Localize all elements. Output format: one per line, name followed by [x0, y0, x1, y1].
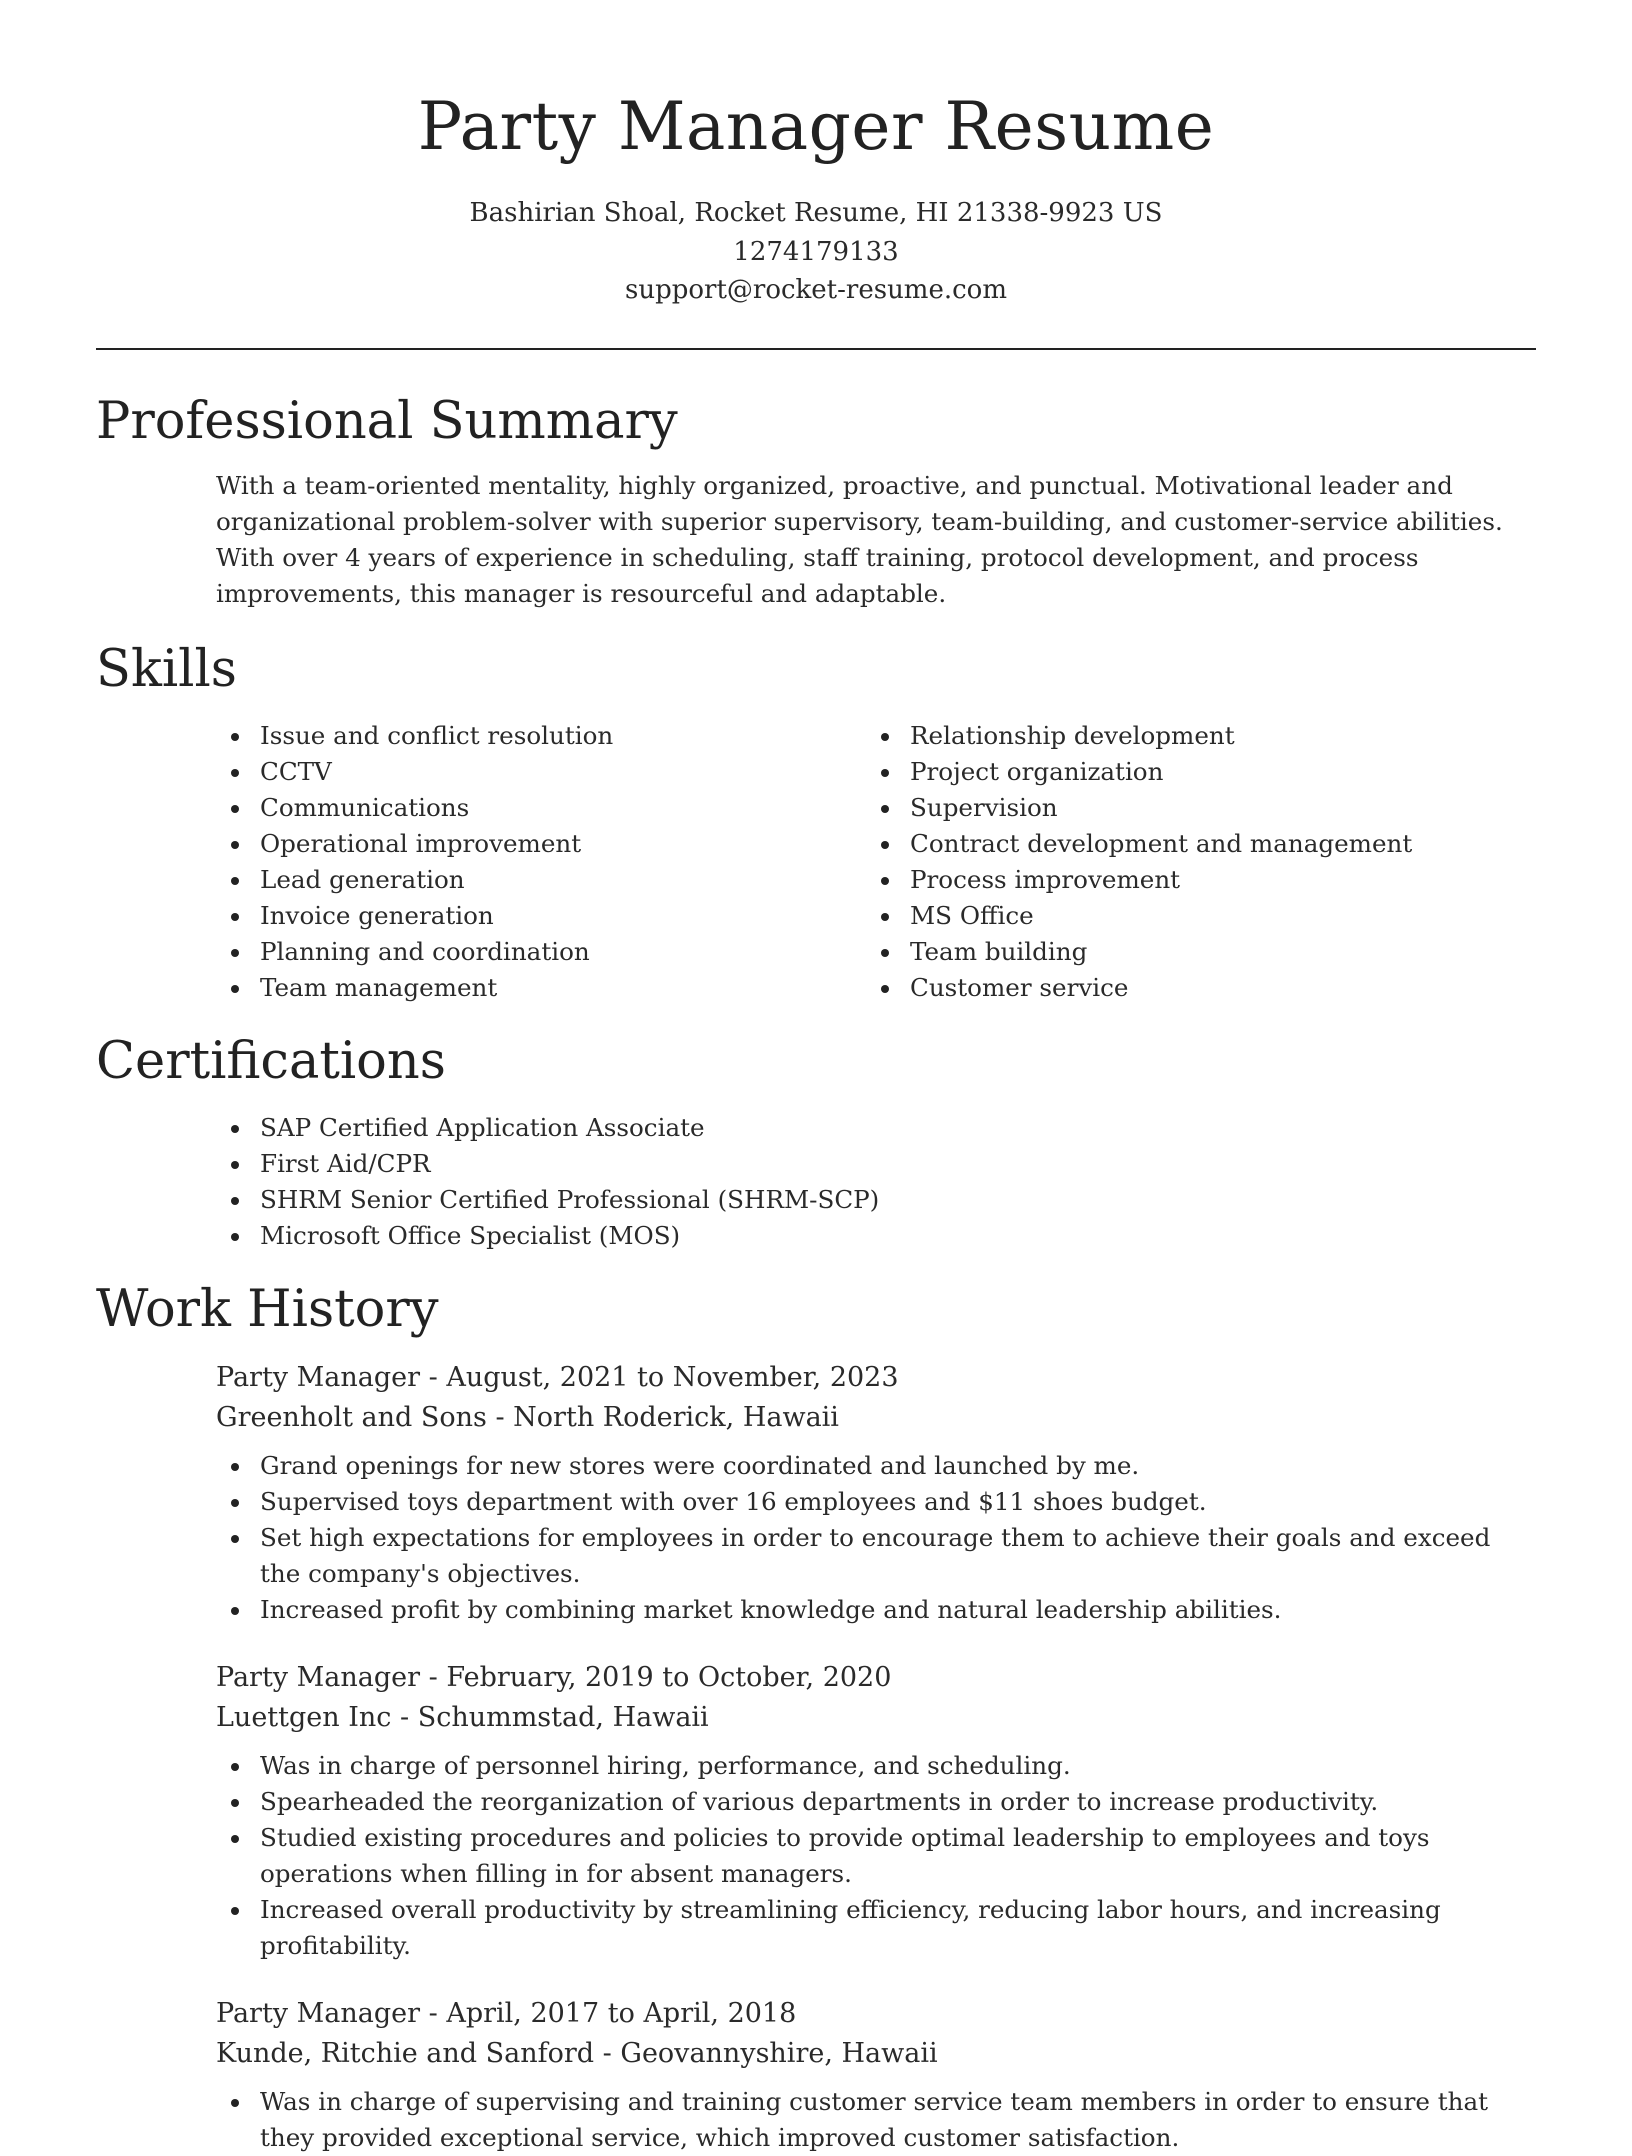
skill-item: Contract development and management [866, 826, 1516, 862]
certification-item: SAP Certified Application Associate [216, 1110, 1536, 1146]
skill-item: Planning and coordination [216, 934, 866, 970]
certifications-list [216, 1110, 1536, 1254]
skill-item: MS Office [866, 898, 1516, 934]
email: support@rocket-resume.com [624, 275, 1007, 305]
job-company-line [216, 2034, 1536, 2074]
company-name: Kunde, Ritchie and Sanford [216, 2037, 595, 2069]
skill-item: Process improvement [866, 862, 1516, 898]
skills-section [96, 636, 1536, 1006]
company-location: - Geovannyshire, Hawaii [594, 2037, 938, 2069]
skills-columns [216, 718, 1536, 1006]
skill-item: Team management [216, 970, 866, 1006]
section-title-skills: Skills [96, 639, 237, 699]
job-bullet: Spearheaded the reorganization of various departments in order to increase productivity. [216, 1784, 1536, 1820]
job-bullet: Was in charge of personnel hiring, performance, and scheduling. [216, 1748, 1536, 1784]
skill-item: Customer service [866, 970, 1516, 1006]
skill-item: Relationship development [866, 718, 1516, 754]
job-bullet: Was in charge of supervising and training customer service team members in order to ensure that they provided exceptional service, which improved customer satisfaction. [216, 2084, 1536, 2156]
job-title-dates: Party Manager - April, 2017 to April, 2018 [216, 1997, 797, 2029]
job-bullet: Supervised toys department with over 16 employees and $11 shoes budget. [216, 1484, 1536, 1520]
certification-item: First Aid/CPR [216, 1146, 1536, 1182]
contact-block [96, 194, 1536, 310]
job-title-dates: Party Manager - August, 2021 to November, 2023 [216, 1361, 899, 1393]
job-company-line [216, 1398, 1536, 1438]
job-entry [216, 1358, 1536, 1628]
company-name: Greenholt and Sons [216, 1401, 487, 1433]
company-name: Luettgen Inc [216, 1701, 392, 1733]
skill-item: Supervision [866, 790, 1516, 826]
skill-item: Invoice generation [216, 898, 866, 934]
company-location: - North Roderick, Hawaii [486, 1401, 839, 1433]
phone: 1274179133 [733, 236, 899, 267]
header-divider [96, 348, 1536, 350]
job-bullet: Set high expectations for employees in order to encourage them to achieve their goals and exceed the company's objectives. [216, 1520, 1536, 1592]
certification-item: Microsoft Office Specialist (MOS) [216, 1218, 1536, 1254]
job-bullet: Studied existing procedures and policies to provide optimal leadership to employees and toys operations when filling in for absent managers. [216, 1820, 1536, 1892]
job-company-line [216, 1698, 1536, 1738]
skill-item: Lead generation [216, 862, 866, 898]
section-title-work-history: Work History [96, 1279, 439, 1339]
resume-page [96, 0, 1536, 2156]
skills-list-left [216, 718, 866, 1006]
job-entry [216, 1658, 1536, 1964]
resume-header [96, 0, 1536, 310]
job-bullets [216, 1448, 1536, 1628]
job-bullet: Grand openings for new stores were coordinated and launched by me. [216, 1448, 1536, 1484]
skills-list-right [866, 718, 1516, 1006]
job-bullet: Increased profit by combining market knowledge and natural leadership abilities. [216, 1592, 1536, 1628]
skill-item: Team building [866, 934, 1516, 970]
section-title-summary: Professional Summary [96, 391, 678, 451]
job-entry [216, 1994, 1536, 2156]
skill-item: Communications [216, 790, 866, 826]
resume-title: Party Manager Resume [417, 88, 1215, 165]
work-history-section [96, 1276, 1536, 2156]
skill-item: CCTV [216, 754, 866, 790]
skill-item: Issue and conflict resolution [216, 718, 866, 754]
section-title-certifications: Certifications [96, 1031, 446, 1091]
job-bullet: Increased overall productivity by streamlining efficiency, reducing labor hours, and increasing profitability. [216, 1892, 1536, 1964]
certifications-section [96, 1028, 1536, 1254]
company-location: - Schummstad, Hawaii [391, 1701, 709, 1733]
skill-item: Project organization [866, 754, 1516, 790]
certification-item: SHRM Senior Certified Professional (SHRM-SCP) [216, 1182, 1536, 1218]
skill-item: Operational improvement [216, 826, 866, 862]
job-title-dates: Party Manager - February, 2019 to October, 2020 [216, 1661, 892, 1693]
address: Bashirian Shoal, Rocket Resume, HI 21338-9923 US [469, 198, 1163, 228]
summary-text: With a team-oriented mentality, highly organized, proactive, and punctual. Motivational leader and organizational problem-solver with superior supervisory, team-building, and customer-service abilities. With over 4 years of experience in scheduling, staff training, protocol development, and process improvements, this manager is resourceful and adaptable. [216, 470, 1503, 608]
job-bullets [216, 1748, 1536, 1964]
summary-section [96, 388, 1536, 612]
job-bullets [216, 2084, 1536, 2156]
